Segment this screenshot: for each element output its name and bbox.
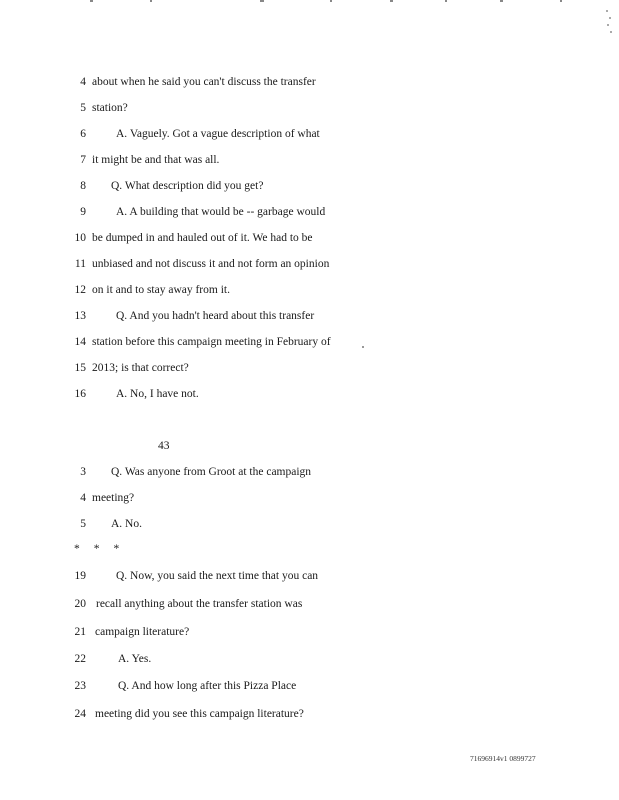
line-number: 8 [80, 180, 86, 192]
line-number: 5 [80, 102, 86, 114]
transcript-line [0, 306, 619, 326]
scan-speck [150, 0, 152, 2]
line-number: 6 [80, 128, 86, 140]
line-text: A. Vaguely. Got a vague description of what [116, 128, 320, 140]
line-number: 4 [80, 492, 86, 504]
transcript-line [0, 72, 619, 92]
scan-edge-marks [0, 0, 619, 8]
transcript-line [0, 332, 619, 352]
scan-corner-marks [604, 8, 614, 38]
transcript-line [0, 488, 619, 508]
line-text: station before this campaign meeting in February of [92, 336, 331, 348]
line-text: meeting? [92, 492, 135, 504]
transcript-line [0, 462, 619, 482]
line-number: 4 [80, 76, 86, 88]
line-text: Q. And how long after this Pizza Place [118, 680, 297, 692]
asterisk: * [93, 543, 100, 555]
line-number: 20 [74, 598, 86, 610]
line-text: on it and to stay away from it. [92, 284, 230, 296]
transcript-line [0, 622, 619, 642]
line-text: it might be and that was all. [92, 154, 220, 166]
scan-speck [390, 0, 393, 2]
line-number: 23 [74, 680, 86, 692]
line-text: A. No. [111, 518, 142, 530]
line-number: 9 [80, 206, 86, 218]
transcript-line [0, 358, 619, 378]
line-text: Q. And you hadn't heard about this transfer [116, 310, 315, 322]
transcript-line [0, 594, 619, 614]
line-number: 21 [74, 626, 86, 638]
scan-speck [560, 0, 562, 2]
line-text: A. A building that would be -- garbage would [116, 206, 326, 218]
transcript-line [0, 98, 619, 118]
line-text: 2013; is that correct? [92, 362, 189, 374]
line-number: 10 [74, 232, 86, 244]
document-id-footer: 71696914v1 0899727 [470, 754, 536, 763]
transcript-line [0, 280, 619, 300]
line-text: meeting did you see this campaign literature? [95, 708, 304, 720]
transcript-line [0, 649, 619, 669]
transcript-line [0, 150, 619, 170]
line-text: unbiased and not discuss it and not form an opinion [92, 258, 330, 270]
line-number: 16 [74, 388, 86, 400]
transcript-line [0, 124, 619, 144]
line-number: 14 [74, 336, 86, 348]
scan-speck [330, 0, 332, 2]
line-text: recall anything about the transfer station was [96, 598, 303, 610]
line-text: Q. Now, you said the next time that you can [116, 570, 319, 582]
line-number: 11 [74, 258, 86, 270]
transcript-line [0, 514, 619, 534]
scan-speck [90, 0, 93, 2]
line-text: campaign literature? [95, 626, 190, 638]
asterisk: * [74, 543, 80, 555]
line-number: 3 [80, 466, 86, 478]
line-number: 13 [74, 310, 86, 322]
line-number: 22 [74, 653, 86, 665]
omission-asterisks [74, 539, 133, 559]
transcript-line [0, 176, 619, 196]
line-text: about when he said you can't discuss the transfer [92, 76, 316, 88]
line-number: 15 [74, 362, 86, 374]
transcript-line [0, 202, 619, 222]
transcript-line [0, 566, 619, 586]
line-number: 12 [74, 284, 86, 296]
transcript-line [0, 384, 619, 404]
line-text: station? [92, 102, 128, 114]
line-number: 24 [74, 708, 86, 720]
line-text: be dumped in and hauled out of it. We had to be [92, 232, 313, 244]
line-text: Q. What description did you get? [111, 180, 264, 192]
transcript-line [0, 704, 619, 724]
line-text: Q. Was anyone from Groot at the campaign [111, 466, 312, 478]
page-number-heading: 43 [158, 440, 170, 452]
asterisk: * [113, 543, 120, 555]
transcript-line [0, 228, 619, 248]
line-text: A. No, I have not. [116, 388, 199, 400]
line-number: 7 [80, 154, 86, 166]
line-number: 5 [80, 518, 86, 530]
transcript-line [0, 254, 619, 274]
scan-speck [445, 0, 447, 2]
transcript-line [0, 676, 619, 696]
line-number: 19 [74, 570, 86, 582]
line-text: A. Yes. [118, 653, 152, 665]
scan-speck [500, 0, 503, 2]
scan-speck [260, 0, 264, 2]
